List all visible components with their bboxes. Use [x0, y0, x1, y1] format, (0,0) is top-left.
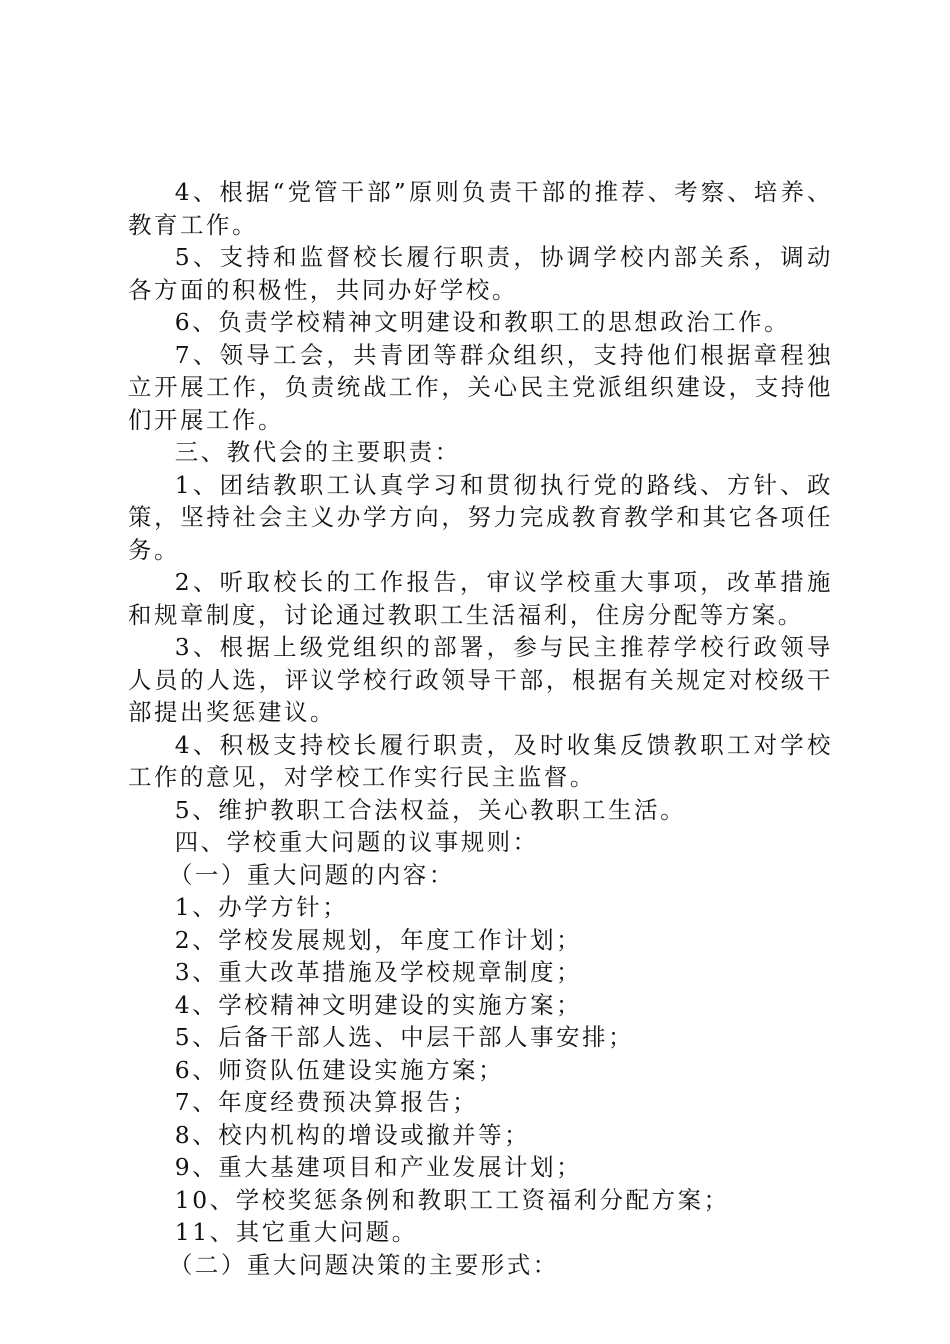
- list-item-5: 5、后备干部人选、中层干部人事安排；: [174, 1023, 635, 1051]
- list-item-2: 2、学校发展规划，年度工作计划；: [174, 925, 583, 954]
- paragraph-congress-item-4: 4、积极支持校长履行职责，及时收集反馈教职工对学校工作的意见，对学校工作实行民主监督。: [128, 730, 833, 791]
- paragraph-congress-item-2: 2、听取校长的工作报告，审议学校重大事项，改革措施和规章制度，讨论通过教职工生活福利，住房分配等方案。: [128, 568, 833, 629]
- paragraph-congress-item-3: 3、根据上级党组织的部署，参与民主推荐学校行政领导人员的人选，评议学校行政领导干部，根据有关规定对校级干部提出奖惩建议。: [128, 633, 833, 726]
- list-item-1: 1、办学方针；: [174, 893, 349, 921]
- subsection-heading-2: （二）重大问题决策的主要形式：: [168, 1250, 559, 1279]
- subsection-heading-1: （一）重大问题的内容：: [168, 860, 455, 889]
- section-heading-3: 三、教代会的主要职责：: [174, 438, 461, 466]
- list-item-9: 9、重大基建项目和产业发展计划；: [174, 1153, 583, 1181]
- list-item-10: 10、学校奖惩条例和教职工工资福利分配方案；: [174, 1185, 730, 1214]
- list-item-6: 6、师资队伍建设实施方案；: [174, 1055, 505, 1084]
- list-item-7: 7、年度经费预决算报告；: [174, 1088, 479, 1116]
- paragraph-congress-item-5: 5、维护教职工合法权益，关心教职工生活。: [174, 795, 687, 824]
- document-body: [128, 176, 833, 1281]
- list-item-11: 11、其它重大问题。: [174, 1218, 418, 1246]
- paragraph-party-item-4: 4、根据“党管干部”原则负责干部的推荐、考察、培养、教育工作。: [128, 178, 833, 239]
- section-heading-4: 四、学校重大问题的议事规则：: [174, 828, 539, 856]
- paragraph-party-item-7: 7、领导工会，共青团等群众组织，支持他们根据章程独立开展工作，负责统战工作，关心民主党派组织建设，支持他们开展工作。: [128, 340, 833, 434]
- list-item-4: 4、学校精神文明建设的实施方案；: [174, 990, 583, 1019]
- paragraph-congress-item-1: 1、团结教职工认真学习和贯彻执行党的路线、方针、政策，坚持社会主义办学方向，努力完成教育教学和其它各项任务。: [128, 470, 833, 564]
- list-item-3: 3、重大改革措施及学校规章制度；: [174, 958, 583, 986]
- list-item-8: 8、校内机构的增设或撤并等；: [174, 1120, 531, 1149]
- paragraph-party-item-6: 6、负责学校精神文明建设和教职工的思想政治工作。: [174, 308, 791, 336]
- paragraph-party-item-5: 5、支持和监督校长履行职责，协调学校内部关系，调动各方面的积极性，共同办好学校。: [128, 243, 833, 304]
